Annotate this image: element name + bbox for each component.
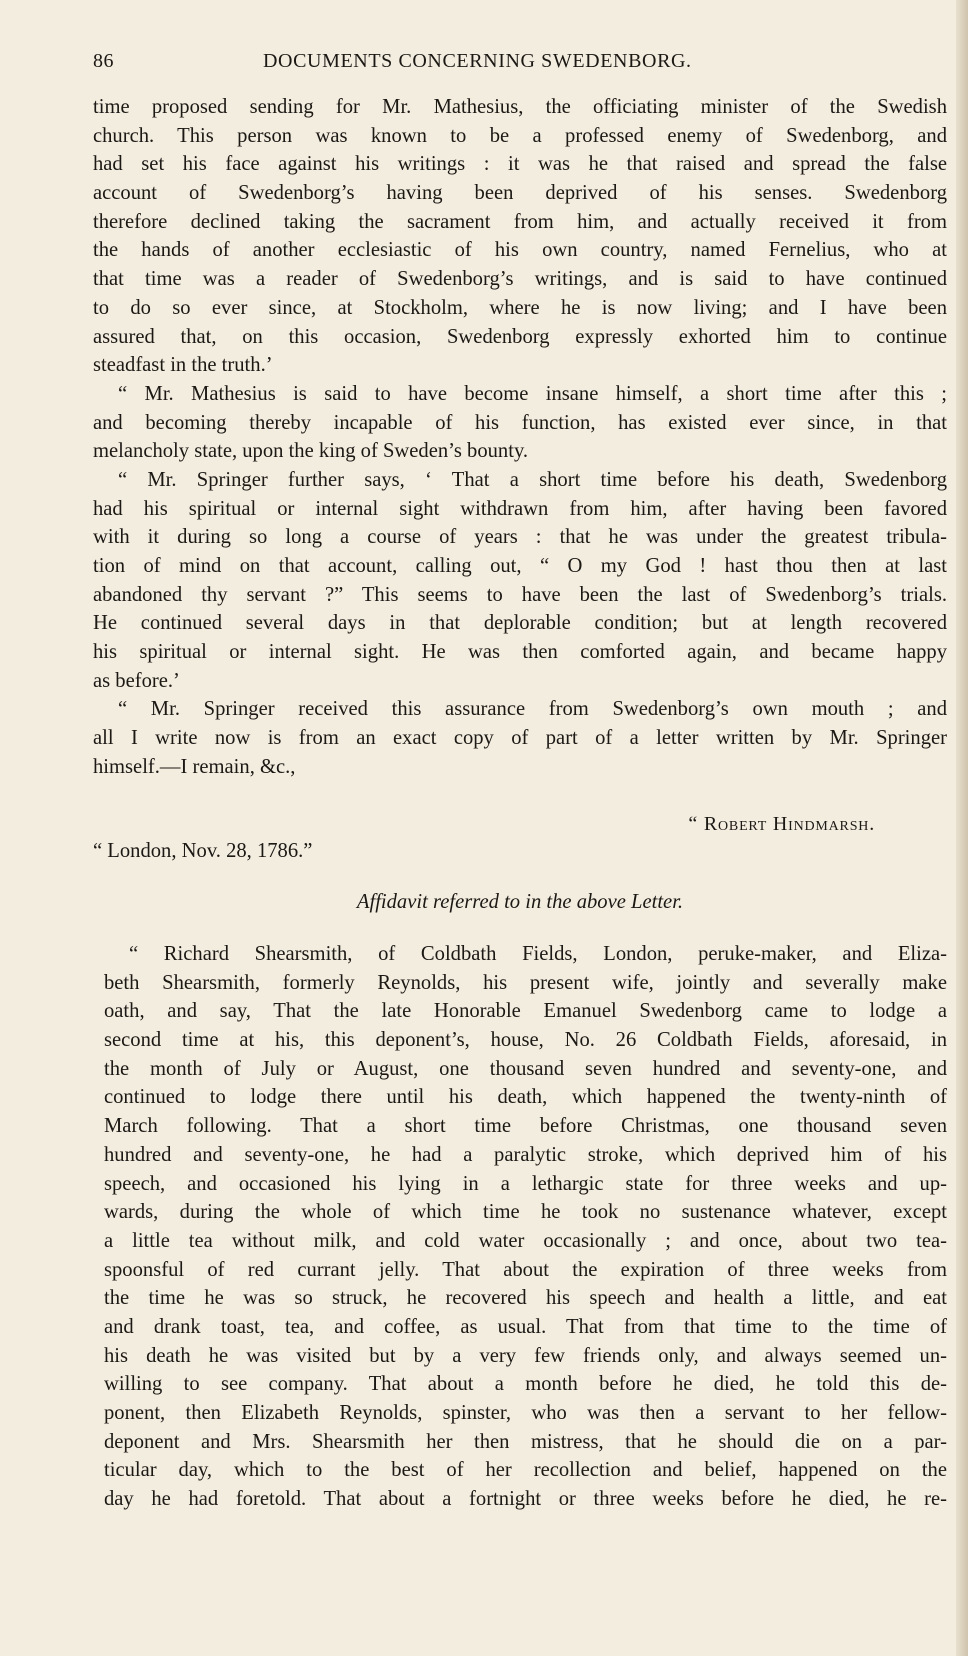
text-line: assured that, on this occasion, Swedenborg expressly exhorted him to continue bbox=[93, 325, 947, 348]
text-line: to do so ever since, at Stockholm, where he is now living; and I have been bbox=[93, 296, 947, 319]
text-line: hundred and seventy-one, he had a paralytic stroke, which deprived him of his bbox=[104, 1143, 947, 1166]
page-number: 86 bbox=[93, 50, 114, 72]
text-line: oath, and say, That the late Honorable Emanuel Swedenborg came to lodge a bbox=[104, 1000, 947, 1023]
text-line: and drank toast, tea, and coffee, as usual. That from that time to the time of bbox=[104, 1315, 947, 1338]
text-line: beth Shearsmith, formerly Reynolds, his present wife, jointly and severally make bbox=[104, 971, 947, 994]
text-line: that time was a reader of Swedenborg’s writings, and is said to have continued bbox=[93, 268, 947, 291]
text-line: March following. That a short time before Christmas, one thousand seven bbox=[104, 1115, 947, 1138]
signature: “ Robert Hindmarsh. bbox=[688, 813, 875, 835]
page-edge bbox=[956, 0, 968, 1656]
text-line: the hands of another ecclesiastic of his own country, named Fernelius, who at bbox=[93, 239, 947, 262]
text-line: deponent and Mrs. Shearsmith her then mistress, that he should die on a par- bbox=[104, 1430, 947, 1453]
text-line: church. This person was known to be a professed enemy of Swedenborg, and bbox=[93, 124, 947, 147]
text-line: therefore declined taking the sacrament from him, and actually received it from bbox=[93, 210, 947, 233]
dateline: “ London, Nov. 28, 1786.” bbox=[93, 840, 313, 862]
text-line: with it during so long a course of years : that he was under the greatest tribula- bbox=[93, 526, 947, 549]
text-line: all I write now is from an exact copy of part of a letter written by Mr. Springer bbox=[93, 727, 947, 750]
text-line: He continued several days in that deplorable condition; but at length recovered bbox=[93, 612, 947, 635]
section-heading: Affidavit referred to in the above Letter. bbox=[356, 891, 684, 913]
text-line: a little tea without milk, and cold water occasionally ; and once, about two tea- bbox=[104, 1229, 947, 1252]
text-line: ponent, then Elizabeth Reynolds, spinster, who was then a servant to her fellow- bbox=[104, 1402, 947, 1424]
text-line: time proposed sending for Mr. Mathesius, the officiating minister of the Swedish bbox=[93, 96, 947, 118]
text-line: himself.—I remain, &c., bbox=[93, 755, 296, 778]
text-line: spoonsful of red currant jelly. That about the expiration of three weeks from bbox=[104, 1258, 947, 1281]
letter-text bbox=[93, 93, 947, 782]
text-line: “ Mr. Mathesius is said to have become insane himself, a short time after this ; bbox=[118, 382, 947, 405]
text-line: day he had foretold. That about a fortnight or three weeks before he died, he re- bbox=[104, 1488, 947, 1511]
affidavit-text bbox=[104, 940, 947, 1514]
running-title: DOCUMENTS CONCERNING SWEDENBORG. bbox=[263, 50, 692, 72]
text-line: and becoming thereby incapable of his function, has existed ever since, in that bbox=[93, 411, 947, 434]
text-line: the month of July or August, one thousand seven hundred and seventy-one, and bbox=[104, 1057, 947, 1080]
text-line: abandoned thy servant ?” This seems to have been the last of Swedenborg’s trials. bbox=[93, 583, 947, 606]
running-header bbox=[93, 50, 871, 82]
text-line: as before.’ bbox=[93, 669, 180, 692]
text-line: had set his face against his writings : it was he that raised and spread the false bbox=[93, 153, 947, 176]
text-line: his death he was visited but by a very few friends only, and always seemed un- bbox=[104, 1344, 947, 1367]
text-line: “ Mr. Springer further says, ‘ That a short time before his death, Swedenborg bbox=[118, 468, 947, 491]
text-line: the time he was so struck, he recovered his speech and health a little, and eat bbox=[104, 1287, 947, 1310]
text-line: second time at his, this deponent’s, house, No. 26 Coldbath Fields, aforesaid, in bbox=[104, 1029, 947, 1052]
text-line: “ Richard Shearsmith, of Coldbath Fields, London, peruke-maker, and Eliza- bbox=[129, 943, 947, 965]
text-line: melancholy state, upon the king of Sweden’s bounty. bbox=[93, 440, 529, 463]
text-line: ticular day, which to the best of her recollection and belief, happened on the bbox=[104, 1459, 947, 1482]
text-line: speech, and occasioned his lying in a lethargic state for three weeks and up- bbox=[104, 1172, 947, 1195]
text-line: steadfast in the truth.’ bbox=[93, 354, 273, 377]
letter-closing bbox=[93, 813, 947, 873]
text-line: wards, during the whole of which time he took no sustenance whatever, except bbox=[104, 1201, 947, 1224]
text-line: his spiritual or internal sight. He was then comforted again, and became happy bbox=[93, 641, 947, 664]
text-line: had his spiritual or internal sight withdrawn from him, after having been favored bbox=[93, 497, 947, 520]
text-line: willing to see company. That about a month before he died, he told this de- bbox=[104, 1373, 947, 1396]
text-line: account of Swedenborg’s having been deprived of his senses. Swedenborg bbox=[93, 182, 947, 205]
text-line: “ Mr. Springer received this assurance from Swedenborg’s own mouth ; and bbox=[118, 698, 947, 721]
text-line: tion of mind on that account, calling out, “ O my God ! hast thou then at last bbox=[93, 555, 947, 577]
text-line: continued to lodge there until his death, which happened the twenty-ninth of bbox=[104, 1086, 947, 1109]
